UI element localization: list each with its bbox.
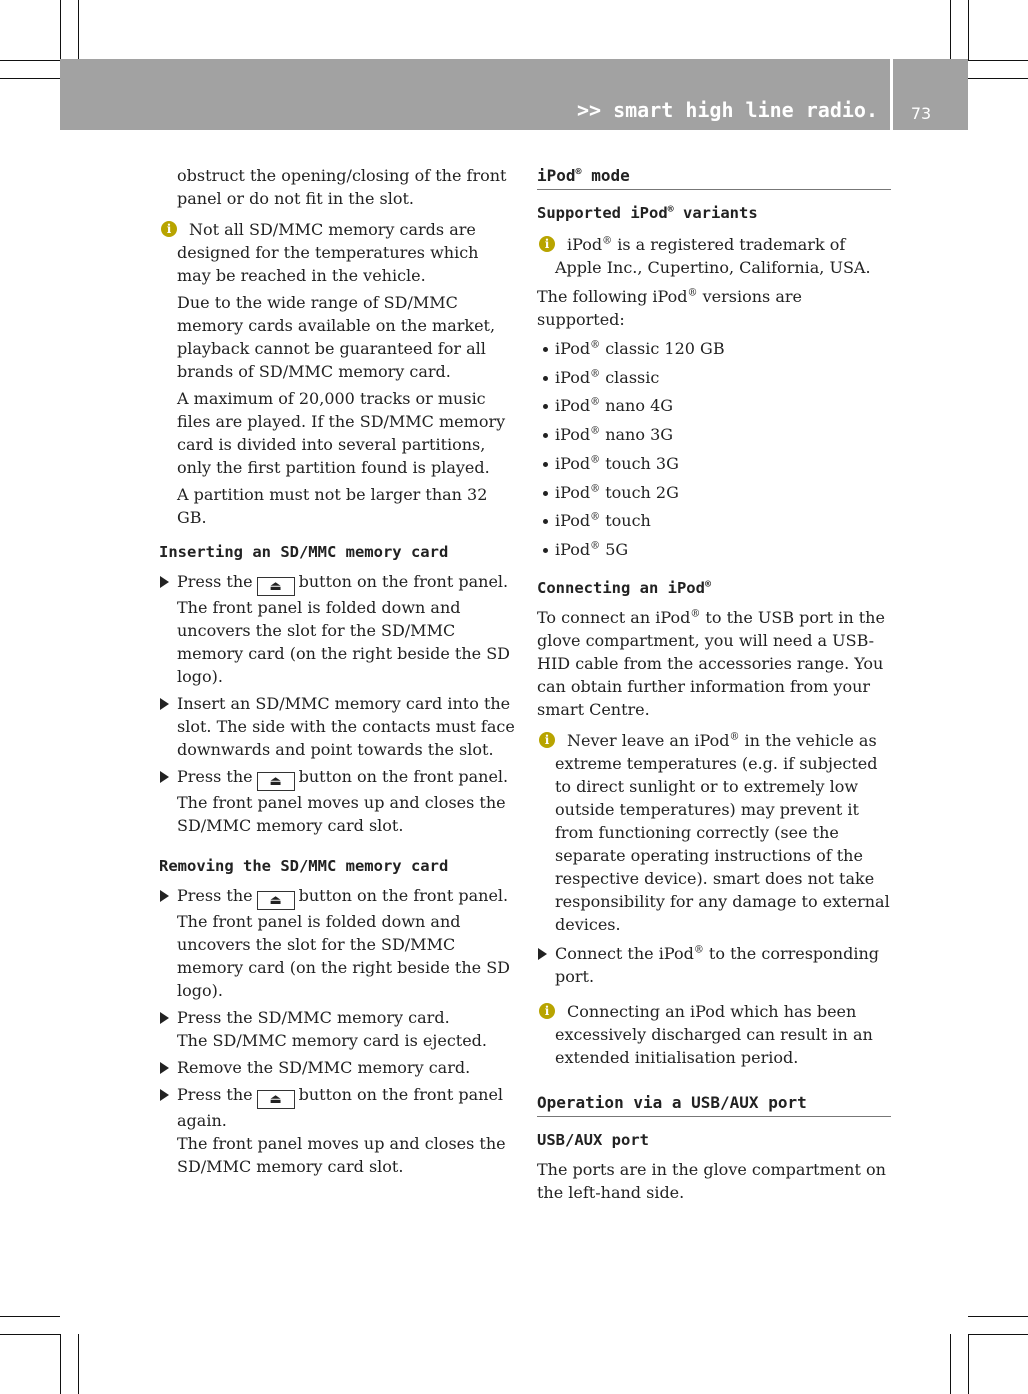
crop-mark (0, 1316, 60, 1317)
info-paragraph: Connecting an iPod which has been excessively discharged can result in an extended initialisation period. (555, 1001, 873, 1067)
step-result: The front panel moves up and closes the SD/MMC memory card slot. (177, 793, 506, 835)
info-paragraph: Not all SD/MMC memory cards are designed for the temperatures which may be reached in the vehicle. (177, 220, 479, 285)
registered-mark: ® (602, 235, 613, 247)
crop-mark (968, 1316, 1028, 1317)
step-arrow-icon (160, 698, 169, 710)
step-result: The front panel moves up and closes the SD/MMC memory card slot. (177, 1134, 506, 1176)
heading-ipod-mode: iPod® mode (537, 164, 891, 190)
eject-button-icon: ⏏ (257, 1090, 295, 1109)
crop-mark (968, 78, 1028, 79)
eject-button-icon: ⏏ (257, 891, 295, 910)
step-result: The front panel is folded down and uncovers the slot for the SD/MMC memory card (on the right beside the SD logo). (177, 598, 510, 686)
crop-mark (950, 1334, 951, 1394)
info-icon: i (161, 221, 177, 237)
step-arrow-icon (160, 771, 169, 783)
crop-mark (78, 0, 79, 60)
registered-mark: ® (667, 203, 674, 215)
step-text: button on the front panel. (298, 767, 509, 786)
step-text: Remove the SD/MMC memory card. (177, 1058, 471, 1077)
registered-mark: ® (729, 731, 740, 743)
instruction-step (159, 765, 517, 837)
heading-supported-variants: Supported iPod® variants (537, 203, 758, 222)
step-arrow-icon (160, 576, 169, 588)
info-note-discharged (537, 1000, 891, 1069)
step-text: Insert an SD/MMC memory card into the slot. The side with the contacts must face downwards and point towards the slot. (177, 694, 515, 759)
continued-paragraph: obstruct the opening/closing of the front panel or do not fit in the slot. (177, 166, 507, 208)
crop-mark (968, 0, 969, 60)
crop-mark (0, 60, 60, 61)
heading-connecting-ipod: Connecting an iPod® (537, 578, 712, 597)
instruction-step (159, 570, 517, 688)
list-item: iPod® nano 4G (537, 392, 891, 421)
list-item: iPod® 5G (537, 536, 891, 565)
step-text: Press the SD/MMC memory card. (177, 1008, 450, 1027)
registered-mark: ® (693, 944, 704, 956)
heading-usb-aux-operation: Operation via a USB/AUX port (537, 1091, 891, 1117)
registered-mark: ® (575, 166, 582, 178)
list-item: iPod® nano 3G (537, 421, 891, 450)
crop-mark (950, 0, 951, 60)
crop-mark (0, 78, 60, 79)
crop-mark (0, 1334, 60, 1335)
crop-mark (60, 0, 61, 60)
info-paragraph: Due to the wide range of SD/MMC memory cards available on the market, playback cannot be guaranteed for all brands of SD/MMC memory card. (177, 293, 496, 381)
instruction-step (159, 1006, 517, 1052)
crop-mark (968, 1334, 969, 1394)
info-paragraph: A partition must not be larger than 32 GB. (177, 485, 488, 527)
step-arrow-icon (160, 1089, 169, 1101)
step-result: The SD/MMC memory card is ejected. (177, 1031, 487, 1050)
list-item: iPod® classic (537, 364, 891, 393)
left-column (159, 164, 517, 1182)
supported-versions-intro: The following iPod® versions are supported: (537, 287, 802, 329)
list-item: iPod® touch 3G (537, 450, 891, 479)
list-item: iPod® classic 120 GB (537, 335, 891, 364)
instruction-step (159, 692, 517, 761)
crop-mark (968, 60, 1028, 61)
crop-mark (60, 1334, 61, 1394)
info-icon: i (539, 236, 555, 252)
eject-button-icon: ⏏ (257, 577, 295, 596)
step-arrow-icon (160, 1012, 169, 1024)
registered-mark: ® (687, 287, 698, 299)
instruction-step (159, 884, 517, 1002)
step-text: button on the front panel again. (177, 1085, 504, 1130)
step-arrow-icon (538, 948, 547, 960)
step-text: button on the front panel. (298, 886, 509, 905)
step-text: button on the front panel. (298, 572, 509, 591)
page-number: 73 (910, 104, 932, 123)
instruction-step (159, 1083, 517, 1178)
list-item: iPod® touch (537, 507, 891, 536)
crop-mark (968, 1334, 1028, 1335)
info-paragraph: Never leave an iPod® in the vehicle as extreme temperatures (e.g. if subjected to direct sunlight or to extremely low outside temperatures) may prevent it from functioning correctly (see the separate operating instructions of the respective device). smart does not take responsibility for any damage to external devices. (555, 730, 890, 934)
info-note-temperature (537, 729, 891, 936)
heading-usb-aux-port: USB/AUX port (537, 1130, 649, 1149)
step-text: Press the (177, 1085, 253, 1104)
info-note-sd-cards (159, 218, 517, 529)
ipod-variant-list (537, 335, 891, 565)
info-paragraph: iPod® is a registered trademark of Apple Inc., Cupertino, California, USA. (555, 235, 871, 277)
heading-inserting-card: Inserting an SD/MMC memory card (159, 543, 449, 561)
step-arrow-icon (160, 890, 169, 902)
instruction-step: Connect the iPod® to the corresponding port. (537, 942, 891, 988)
right-column (537, 164, 891, 1208)
info-icon: i (539, 1003, 555, 1019)
connecting-paragraph: To connect an iPod® to the USB port in the glove compartment, you will need a USB-HID cable from the accessories range. You can obtain further information from your smart Centre. (537, 607, 885, 719)
crop-mark (78, 1334, 79, 1394)
registered-mark: ® (690, 608, 701, 620)
info-note-trademark (537, 233, 891, 279)
list-item: iPod® touch 2G (537, 479, 891, 508)
info-icon: i (539, 732, 555, 748)
eject-button-icon: ⏏ (257, 772, 295, 791)
section-title: >> smart high line radio. (576, 98, 878, 122)
step-text: Press the (177, 886, 253, 905)
instruction-step (159, 1056, 517, 1079)
step-result: The front panel is folded down and uncovers the slot for the SD/MMC memory card (on the right beside the SD logo). (177, 912, 510, 1000)
usb-aux-paragraph: The ports are in the glove compartment on the left-hand side. (537, 1159, 886, 1202)
registered-mark: ® (704, 578, 712, 590)
step-text: Press the (177, 767, 253, 786)
info-paragraph: A maximum of 20,000 tracks or music files are played. If the SD/MMC memory card is divided into several partitions, only the first partition found is played. (177, 389, 506, 477)
step-text: Press the (177, 572, 253, 591)
step-arrow-icon (160, 1062, 169, 1074)
heading-removing-card: Removing the SD/MMC memory card (159, 857, 449, 875)
